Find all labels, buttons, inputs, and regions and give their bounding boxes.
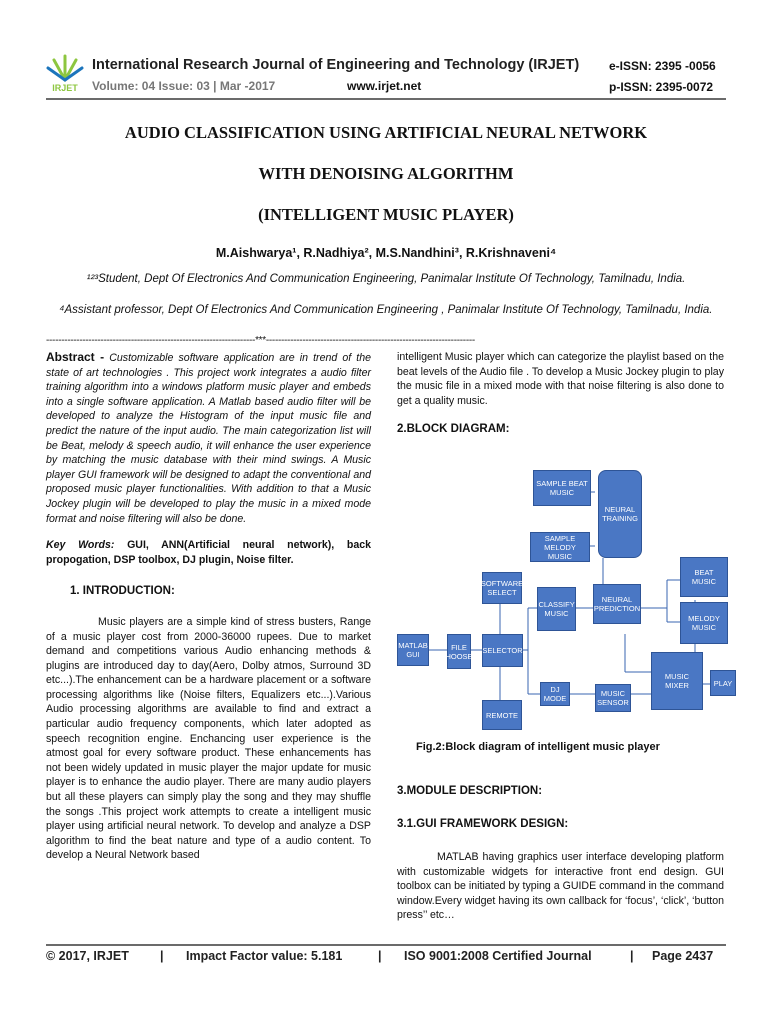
footer-rule: [46, 944, 726, 946]
keywords-text: GUI, ANN(Artificial neural network), back propogation, DSP toolbox, DJ plugin, Noise filter.: [46, 539, 371, 566]
separator: ---------------------------------------------------------------------***---------------------------------------------------------------------: [46, 335, 475, 346]
eissn: e-ISSN: 2395 -0056: [609, 59, 716, 73]
music-sensor-box: MUSIC SENSOR: [595, 684, 631, 712]
right-column-top: intelligent Music player which can categorize the playlist based on the beat levels of the Audio file . To develop a Music Jockey plugin to play the music file in a mixed mode with that noise filtering is also done to get a quality music.: [397, 351, 724, 407]
header-rule: [46, 98, 726, 100]
play-box: PLAY: [710, 670, 736, 696]
software-select-box: SOFTWARE SELECT: [482, 572, 522, 604]
matlab-gui-box: MATLAB GUI: [397, 634, 429, 666]
pissn: p-ISSN: 2395-0072: [609, 80, 714, 94]
remote-box: REMOTE: [482, 700, 522, 730]
title-line-1: AUDIO CLASSIFICATION USING ARTIFICIAL NEURAL NETWORK: [124, 123, 648, 142]
abstract-text: Customizable software application are in trend of the state of art technologies . This project work integrates a audio filter training algorithm into a windows platform music player and embeds into a single software application. A Matlab based audio filter will be developed to analyze the Histogram of the input music file and predict the nature of the input audio. The main categorization list will be Beat, melody & speech audio, it will enhance the user experience by matching the music database with their mind swings. A Music player GUI framework will be designed to adapt the conventional and proposed music player functionalities. With addition to that a Music Jockey plugin will be developed to play the music in a mixed mode format and noise filtering will also be done.: [46, 352, 371, 525]
intro-text: Music players are a simple kind of stress busters, Range of a music player cost from 2000-36000 rupees. Due to market demand and competitions various Audio enhancing methods & plugins are introduced day to day(Aero, Dolby atmos, Surround 3D etc...).The enhancement can be a hardware placement or a software processing algorithms like (Noise filters, Equalizers etc...).Various Audio processing algorithms are available to find and extract a particular audio frequency components, which later adopted as speech recognition engine. Enchancing user experience is the atmost goal for every software product. These enhancements has not been widely updated in music player the major update for music player is to enhance the audio player. There are many audio players but all these players can simply play the song and they may shuffle the songs .This project work attempts to create a intelligent music player using artificial neural network. To develop and analyze a DSP algorithm to find the beat nature and type of a audio content. To develop a Neural Network based: [46, 615, 371, 862]
left-column: [46, 350, 371, 863]
title-line-3: (INTELLIGENT MUSIC PLAYER): [258, 205, 514, 224]
beat-music-box: BEAT MUSIC: [680, 557, 728, 597]
logo-text: IRJET: [52, 83, 78, 93]
neural-training-box: NEURAL TRAINING: [598, 470, 642, 558]
gui-framework-heading: 3.1.GUI FRAMEWORK DESIGN:: [397, 818, 569, 830]
block-diagram-heading: 2.BLOCK DIAGRAM:: [397, 423, 510, 435]
block-diagram: [395, 462, 745, 734]
volume-info: Volume: 04 Issue: 03 | Mar -2017: [92, 79, 276, 93]
dj-mode-box: DJ MODE: [540, 682, 570, 706]
footer-iso: ISO 9001:2008 Certified Journal: [404, 949, 592, 963]
neural-prediction-box: NEURAL PREDICTION: [593, 584, 641, 624]
file-chooser-box: FILE CHOOSER: [447, 634, 471, 669]
module-heading: 3.MODULE DESCRIPTION:: [397, 785, 543, 797]
footer-sep-3: |: [630, 949, 634, 963]
keywords: [46, 538, 371, 567]
figure-caption: Fig.2:Block diagram of intelligent music player: [416, 741, 660, 753]
intro-heading: 1. INTRODUCTION:: [70, 585, 175, 598]
gui-framework-text: MATLAB having graphics user interface developing platform with customizable widgets for interactive front end design. GUI toolbox can be initiated by typing a GUIDE command in the command window.Every widget having its own callback for ‘focus’, ‘click’, ‘button press’’ etc…: [397, 851, 724, 922]
footer-copyright: © 2017, IRJET: [46, 949, 129, 963]
abstract-label: Abstract -: [46, 350, 105, 364]
affiliation-professor: ⁴Assistant professor, Dept Of Electronics And Communication Engineering , Panimalar Institute Of Technology, Tamilnadu, India.: [59, 304, 713, 316]
classify-music-box: CLASSIFY MUSIC: [537, 587, 576, 631]
journal-name: International Research Journal of Engineering and Technology (IRJET): [92, 57, 580, 73]
footer-sep-2: |: [378, 949, 382, 963]
footer-impact: Impact Factor value: 5.181: [186, 949, 343, 963]
music-mixer-box: MUSIC MIXER: [651, 652, 703, 710]
affiliation-students: ¹²³Student, Dept Of Electronics And Communication Engineering, Panimalar Institute Of Technology, Tamilnadu, India.: [86, 273, 686, 285]
selector-box: SELECTOR: [482, 634, 523, 667]
sample-beat-box: SAMPLE BEAT MUSIC: [533, 470, 591, 506]
keywords-label: Key Words:: [46, 539, 115, 552]
journal-logo: [44, 50, 86, 94]
melody-music-box: MELODY MUSIC: [680, 602, 728, 644]
authors: M.Aishwarya¹, R.Nadhiya², M.S.Nandhini³, R.Krishnaveni⁴: [215, 246, 557, 260]
footer-page: Page 2437: [652, 949, 714, 963]
sample-melody-box: SAMPLE MELODY MUSIC: [530, 532, 590, 562]
journal-website[interactable]: www.irjet.net: [347, 79, 422, 93]
abstract: [46, 350, 371, 526]
footer-sep-1: |: [160, 949, 164, 963]
title-line-2: WITH DENOISING ALGORITHM: [258, 164, 514, 183]
